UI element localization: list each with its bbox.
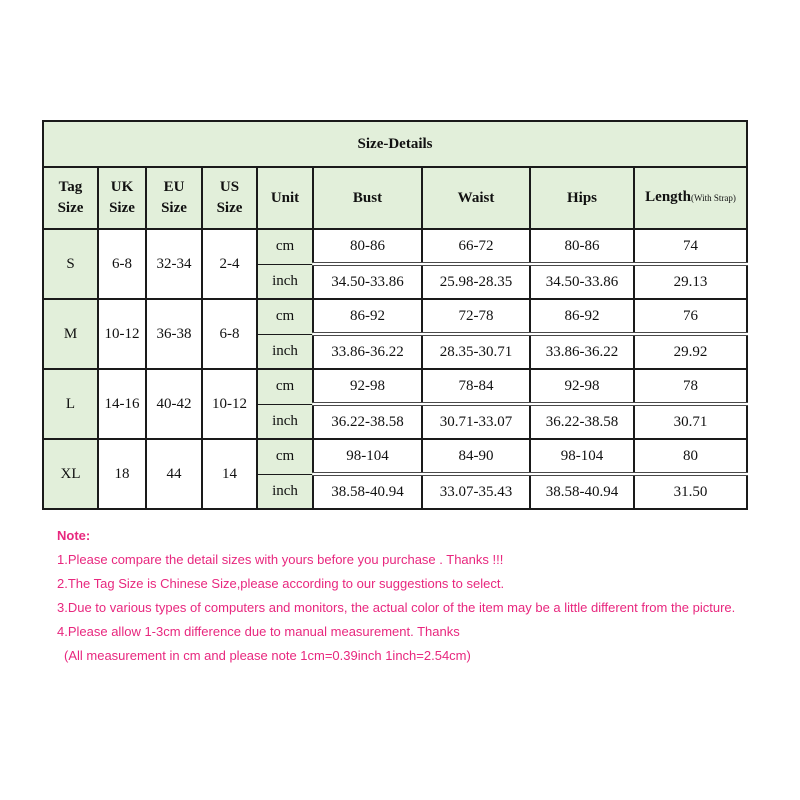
bust-cell: 98-104	[313, 439, 422, 474]
eu-size-cell: 36-38	[146, 299, 202, 369]
notes-section	[57, 528, 735, 668]
table-row	[43, 369, 747, 404]
header-uk-size: UK Size	[98, 167, 146, 229]
unit-cell: cm	[257, 229, 313, 264]
table-title: Size-Details	[43, 121, 747, 167]
bust-cell: 33.86-36.22	[313, 334, 422, 369]
note-line: 3.Due to various types of computers and monitors, the actual color of the item may be a little different from the picture.	[57, 600, 736, 615]
header-eu-size: EU Size	[146, 167, 202, 229]
unit-cell: cm	[257, 299, 313, 334]
header-waist: Waist	[422, 167, 530, 229]
unit-cell: inch	[257, 474, 313, 509]
us-size-cell: 6-8	[202, 299, 257, 369]
length-cell: 80	[634, 439, 747, 474]
hips-cell: 80-86	[530, 229, 634, 264]
table-row	[43, 299, 747, 334]
unit-cell: cm	[257, 369, 313, 404]
waist-cell: 72-78	[422, 299, 530, 334]
header-hips: Hips	[530, 167, 634, 229]
hips-cell: 86-92	[530, 299, 634, 334]
length-cell: 74	[634, 229, 747, 264]
tag-size-cell: S	[43, 229, 98, 299]
hips-cell: 38.58-40.94	[530, 474, 634, 509]
us-size-cell: 2-4	[202, 229, 257, 299]
bust-cell: 34.50-33.86	[313, 264, 422, 299]
header-unit: Unit	[257, 167, 313, 229]
waist-cell: 25.98-28.35	[422, 264, 530, 299]
tag-size-cell: XL	[43, 439, 98, 509]
header-length: Length(With Strap)	[634, 167, 747, 229]
bust-cell: 36.22-38.58	[313, 404, 422, 439]
hips-cell: 36.22-38.58	[530, 404, 634, 439]
length-cell: 76	[634, 299, 747, 334]
uk-size-cell: 6-8	[98, 229, 146, 299]
header-tag-size: Tag Size	[43, 167, 98, 229]
length-cell: 30.71	[634, 404, 747, 439]
waist-cell: 84-90	[422, 439, 530, 474]
length-cell: 78	[634, 369, 747, 404]
hips-cell: 98-104	[530, 439, 634, 474]
header-bust: Bust	[313, 167, 422, 229]
header-us-size: US Size	[202, 167, 257, 229]
hips-cell: 92-98	[530, 369, 634, 404]
note-line-conversion: (All measurement in cm and please note 1cm=0.39inch 1inch=2.54cm)	[64, 648, 471, 663]
waist-cell: 78-84	[422, 369, 530, 404]
bust-cell: 38.58-40.94	[313, 474, 422, 509]
uk-size-cell: 18	[98, 439, 146, 509]
waist-cell: 28.35-30.71	[422, 334, 530, 369]
note-line: 4.Please allow 1-3cm difference due to manual measurement. Thanks	[57, 624, 460, 639]
note-line: 2.The Tag Size is Chinese Size,please according to our suggestions to select.	[57, 576, 505, 591]
us-size-cell: 10-12	[202, 369, 257, 439]
bust-cell: 92-98	[313, 369, 422, 404]
unit-cell: cm	[257, 439, 313, 474]
table-row	[43, 229, 747, 264]
hips-cell: 34.50-33.86	[530, 264, 634, 299]
length-cell: 29.92	[634, 334, 747, 369]
waist-cell: 30.71-33.07	[422, 404, 530, 439]
notes-title: Note:	[57, 528, 91, 543]
eu-size-cell: 40-42	[146, 369, 202, 439]
table-row	[43, 439, 747, 474]
uk-size-cell: 10-12	[98, 299, 146, 369]
us-size-cell: 14	[202, 439, 257, 509]
eu-size-cell: 32-34	[146, 229, 202, 299]
eu-size-cell: 44	[146, 439, 202, 509]
tag-size-cell: M	[43, 299, 98, 369]
uk-size-cell: 14-16	[98, 369, 146, 439]
note-line: 1.Please compare the detail sizes with yours before you purchase . Thanks !!!	[57, 552, 504, 567]
hips-cell: 33.86-36.22	[530, 334, 634, 369]
length-cell: 31.50	[634, 474, 747, 509]
unit-cell: inch	[257, 404, 313, 439]
unit-cell: inch	[257, 264, 313, 299]
waist-cell: 66-72	[422, 229, 530, 264]
size-details-table	[42, 120, 748, 510]
waist-cell: 33.07-35.43	[422, 474, 530, 509]
length-cell: 29.13	[634, 264, 747, 299]
bust-cell: 80-86	[313, 229, 422, 264]
tag-size-cell: L	[43, 369, 98, 439]
unit-cell: inch	[257, 334, 313, 369]
bust-cell: 86-92	[313, 299, 422, 334]
